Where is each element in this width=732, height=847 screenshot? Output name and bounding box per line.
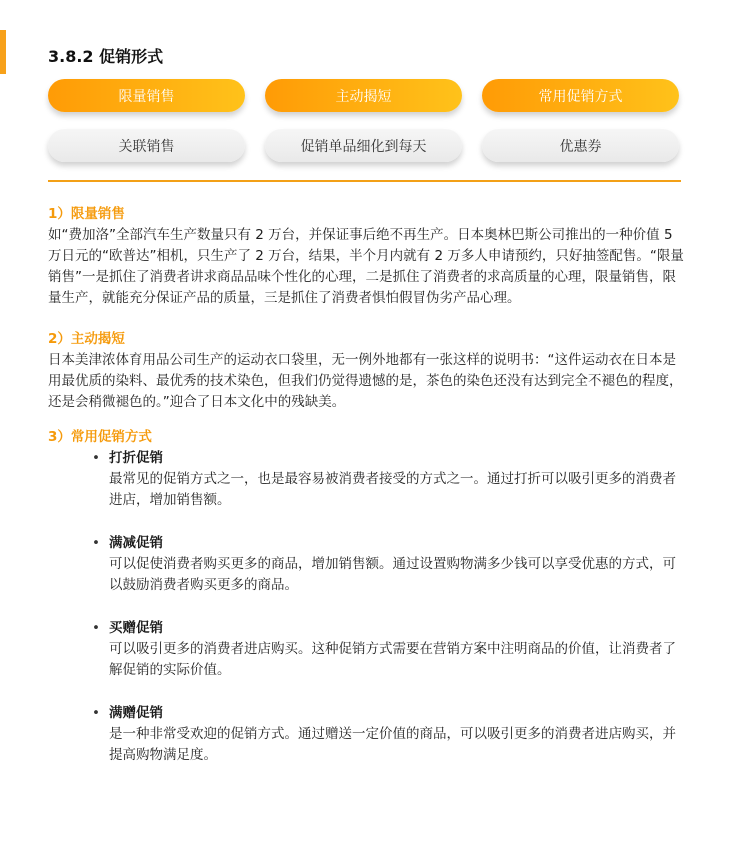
disclosure-text: 日本美津浓体育用品公司生产的运动衣口袋里，无一例外地都有一张这样的说明书：“这件运动衣在日本是用最优质的染料、最优秀的技术染色，但我们仍觉得遗憾的是，茶色的染色还没有达到完全不褪色的程度，还是会稍微褪色的。”迎合了日本文化中的残缺美。 (48, 352, 683, 410)
bullet-dot: • (92, 535, 100, 551)
limited-sale-section (48, 204, 688, 309)
active-disclosure-button[interactable]: 主动揭短 (265, 79, 462, 112)
common-promotion-heading: 3）常用促销方式 (48, 429, 152, 445)
list-item (92, 703, 688, 766)
limited-sale-text: 如“费加洛”全部汽车生产数量只有 2 万台，并保证事后绝不再生产。日本奥林巴斯公司推出的一种价值 5 万日元的“欧普达”相机，只生产了 2 万台，结果，半个月内就有 2 万多人申请预约，只好抽签配售。“限量销售”一是抓住了消费者讲求商品品味个性化的心理，二是抓住了消费者的求高质量的心理，限量销售，限量生产，就能充分保证产品的质量，三是抓住了消费者惧怕假冒伪劣产品心理。 (48, 227, 684, 306)
item-title: 满减促销 (109, 535, 163, 551)
list-item (92, 618, 688, 681)
common-promotion-section (48, 427, 688, 766)
content-body (48, 204, 688, 766)
list-item (92, 533, 688, 596)
daily-item-promotion-button[interactable]: 促销单品细化到每天 (265, 129, 462, 162)
accent-bar (0, 30, 6, 74)
section-divider (48, 180, 681, 182)
common-promotion-button[interactable]: 常用促销方式 (482, 79, 679, 112)
bullet-dot: • (92, 705, 100, 721)
promotion-list (92, 448, 688, 766)
item-title: 满赠促销 (109, 705, 163, 721)
disclosure-heading: 2）主动揭短 (48, 331, 125, 347)
item-title: 打折促销 (109, 450, 163, 466)
limited-sale-heading: 1）限量销售 (48, 206, 125, 222)
list-item (92, 448, 688, 511)
coupon-button[interactable]: 优惠券 (482, 129, 679, 162)
limited-sale-button[interactable]: 限量销售 (48, 79, 245, 112)
item-title: 买赠促销 (109, 620, 163, 636)
promotion-type-buttons (48, 79, 680, 162)
disclosure-section (48, 329, 688, 413)
item-description: 最常见的促销方式之一，也是最容易被消费者接受的方式之一。通过打折可以吸引更多的消费者进店，增加销售额。 (109, 471, 676, 508)
bullet-dot: • (92, 450, 100, 466)
item-description: 可以吸引更多的消费者进店购买。这种促销方式需要在营销方案中注明商品的价值，让消费者了解促销的实际价值。 (109, 641, 676, 678)
item-description: 是一种非常受欢迎的促销方式。通过赠送一定价值的商品，可以吸引更多的消费者进店购买，并提高购物满足度。 (109, 726, 676, 763)
bullet-dot: • (92, 620, 100, 636)
related-sale-button[interactable]: 关联销售 (48, 129, 245, 162)
section-title: 3.8.2 促销形式 (48, 47, 164, 66)
item-description: 可以促使消费者购买更多的商品，增加销售额。通过设置购物满多少钱可以享受优惠的方式，可以鼓励消费者购买更多的商品。 (109, 556, 676, 593)
